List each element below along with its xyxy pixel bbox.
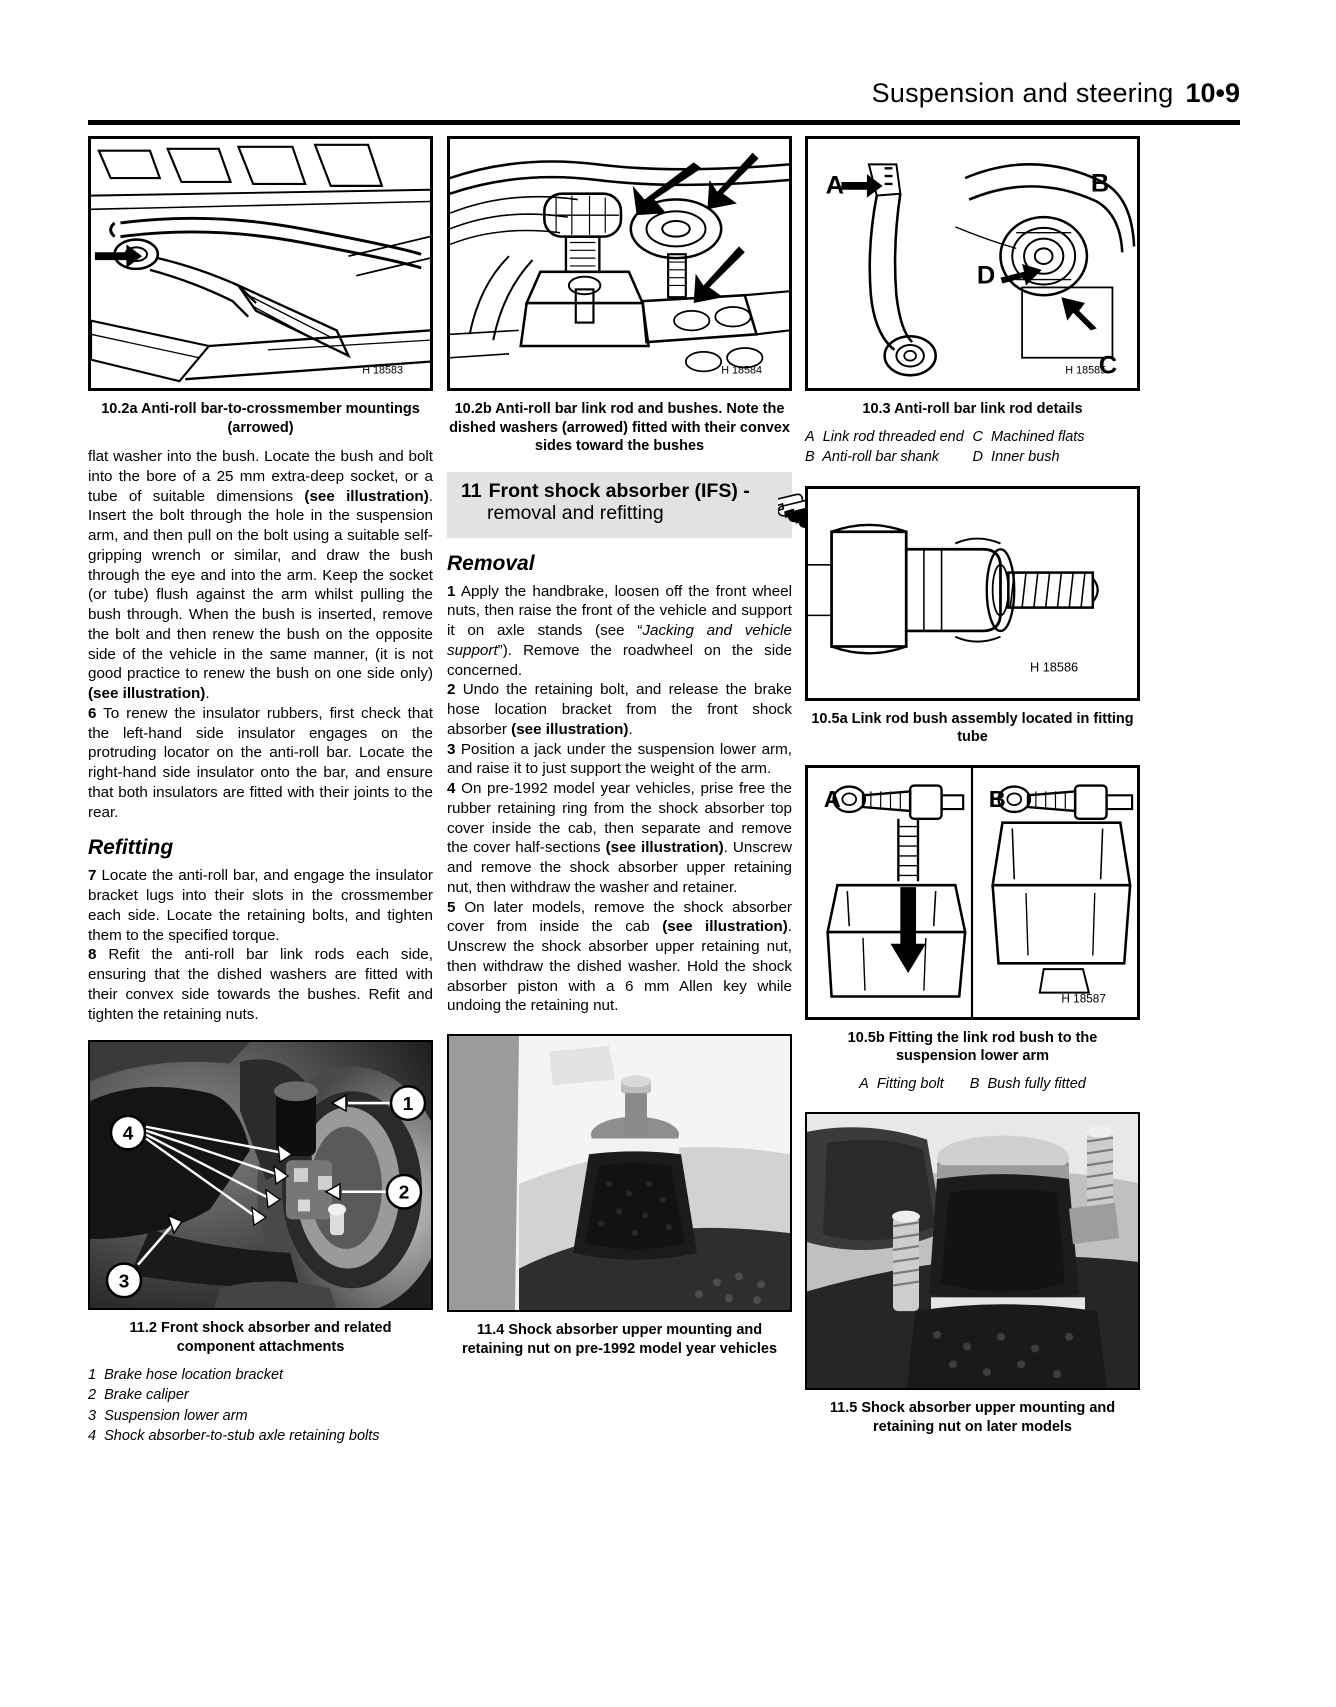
figure-11-4 [447,1034,792,1312]
figure-11-2-artwork [90,1042,431,1308]
figure-10-3 [805,136,1140,391]
figure-ref-code: H 18585 [1065,364,1107,377]
para5-bold-a: (see illustration) [304,487,429,505]
heading-removal: Removal [447,551,535,575]
legend-key: A [859,1075,869,1092]
legend-item [88,1385,433,1406]
figure-11-2-caption: 11.2 Front shock absorber and related component attachments [129,1320,392,1355]
para5-bold: (see illustration) [662,918,788,936]
paragraph-5-continuation [88,447,433,704]
para5-text-b: . Insert the bolt through the hole in the suspension arm, and then pull on the bolt using a suitable self-gripping wrench or similar, and draw the bush through the eye and into the arm. Keep the socket (or tube) flush against the arm whilst pulling the bush through. When the bush is inserted, remove the bolt and then renew the bush on the opposite side of the vehicle in the same manner, (it is not good practice to renew the bush on one side only) [88,487,433,683]
legend-item [805,427,973,448]
legend-item [805,447,973,468]
figure-10-5a [805,486,1140,701]
legend-text: Shock absorber-to-stub axle retaining bolts [104,1428,380,1445]
para5-text-a: flat washer into the bush. Locate the bush and bolt into the bore of a 25 mm extra-deep socket, or a tube of suitable dimensions [88,448,433,505]
column-1 [88,136,433,1447]
figure-ref-code: H 18583 [362,364,404,377]
figure-10-5a-caption: 10.5a Link rod bush assembly located in fitting tube [811,710,1134,746]
callout-3: 3 [118,1270,130,1292]
para8-text: Refit the anti-roll bar link rods each side, ensuring that the dished washers are fitted with their convex side towards the bushes. Refit and tighten the retaining nuts. [88,946,433,1023]
para5-text-a: On later models, remove the shock absorber cover from inside the cab [447,898,792,936]
figure-11-5-artwork [807,1114,1138,1388]
legend-key: C [972,428,983,445]
figure-10-5b [805,765,1140,1020]
para2-number: 2 [447,681,456,699]
figure-11-5-caption: 11.5 Shock absorber upper mounting and retaining nut on later models [829,1400,1116,1436]
para5-number: 5 [447,898,456,916]
figure-ref-code: H 18586 [1029,660,1079,675]
paragraph-2 [447,680,792,739]
page-title: Suspension and steering [871,78,1174,108]
paragraph-3 [447,740,792,780]
section-title-line1 [461,479,750,502]
legend-text: Brake caliper [104,1387,189,1404]
page-number: 10•9 [1185,78,1240,108]
legend-item [88,1365,433,1386]
figure-ref-code: H 18584 [721,364,763,377]
paragraph-6 [88,704,433,823]
heading-refitting: Refitting [88,836,174,860]
legend-col-left [805,427,973,468]
para1-italic: Jacking and vehicle support [447,622,792,659]
para6-number: 6 [88,704,97,722]
figure-10-2b-artwork [450,139,789,388]
para5-bold-b: (see illustration) [88,685,206,703]
para4-text-a: On pre-1992 model year vehicles, prise free the rubber retaining ring from the shock absorber top cover inside the cab, then separate and remove the cover half-sections [447,780,792,857]
figure-11-4-artwork [449,1036,790,1310]
figure-ref-code: H 18587 [1061,992,1106,1006]
paragraph-1 [447,582,792,681]
figure-11-5 [805,1112,1140,1390]
legend-key: 2 [88,1387,97,1404]
figure-11-2 [88,1040,433,1310]
legend-key: 1 [88,1366,97,1383]
para4-text-b: . Unscrew and remove the shock absorber upper retaining nut, then withdraw the washer and retainer. [447,839,793,896]
header-rule [88,120,1240,125]
paragraph-8 [88,945,433,1024]
figure-10-3-caption: 10.3 Anti-roll bar link rod details [862,401,1083,417]
label-b: B [1090,169,1110,198]
figure-10-5a-artwork [808,489,1137,698]
callout-4: 4 [122,1123,134,1144]
figure-10-3-legend [805,427,1140,468]
section-header-11 [447,472,792,538]
legend-item [88,1406,433,1427]
section-title-line2: removal and refitting [487,502,664,525]
callout-2: 2 [398,1182,410,1204]
figure-10-3-artwork [808,139,1137,388]
para1-text-b: ”). Remove the roadwheel on the side concerned. [447,641,792,679]
legend-key: D [972,449,983,466]
para7-number: 7 [88,867,97,885]
para6-text: To renew the insulator rubbers, first check that the left-hand side insulator engages on the protruding locator on the anti-roll bar. Locate the right-hand side insulator onto the bar, and ensure that both insulators are fitted with their joints to the rear. [88,704,433,821]
legend-text: Brake hose location bracket [104,1366,284,1383]
para2-text-a: Undo the retaining bolt, and release the brake hose location bracket from the front shock absorber [447,681,792,738]
figure-10-2a [88,136,433,391]
legend-text: Machined flats [991,428,1085,445]
para8-number: 8 [88,946,97,964]
column-2 [447,136,792,1358]
legend-item [973,427,1141,448]
para3-number: 3 [447,740,456,758]
legend-text: Fitting bolt [876,1075,944,1092]
figure-11-4-caption: 11.4 Shock absorber upper mounting and retaining nut on pre-1992 model year vehicles [461,1322,778,1357]
label-a: A [825,171,845,200]
callout-1: 1 [402,1093,414,1115]
label-b: B [988,785,1006,812]
para5-text-b: . Unscrew the shock absorber upper retaining nut, then withdraw the dished washer. Hold the shock absorber piston with a 6 mm Allen key while undoing the retaining nut. [447,918,792,1015]
legend-key: A [805,428,815,445]
label-a: A [823,785,841,812]
legend-key: B [805,449,815,466]
paragraph-5 [447,898,792,1017]
legend-item [859,1074,944,1095]
para4-number: 4 [447,780,456,798]
legend-item [88,1426,433,1447]
figure-10-5b-legend [805,1074,1140,1095]
figure-11-2-legend [88,1365,433,1447]
para2-bold: (see illustration) [511,720,629,738]
section-title-bold: Front shock absorber (IFS) - [488,479,750,502]
paragraph-7 [88,866,433,945]
legend-item [973,447,1141,468]
legend-text: Anti-roll bar shank [822,449,940,466]
label-c: C [1098,351,1118,380]
figure-10-2a-artwork [91,139,430,388]
para1-text-a: Apply the handbrake, loosen off the front wheel nuts, then raise the front of the vehicle and support it on axle stands (see “ [447,582,793,640]
paragraph-4 [447,779,792,898]
figure-10-5b-artwork [808,768,1137,1017]
legend-text: Inner bush [991,449,1060,466]
legend-key: B [969,1075,980,1092]
para2-text-b: . [628,720,633,738]
column2-body [447,552,792,1017]
para4-bold: (see illustration) [605,839,724,857]
para7-text: Locate the anti-roll bar, and engage the insulator bracket lugs into their slots in the crossmember each side. Locate the retaining bolts, and tighten them to the specified torque. [88,867,433,944]
legend-key: 4 [88,1428,97,1445]
legend-col-right [973,427,1141,468]
column-3 [805,136,1140,1437]
figure-10-2a-caption: 10.2a Anti-roll bar-to-crossmember mountings (arrowed) [101,401,420,436]
para1-number: 1 [447,582,456,600]
label-d: D [976,261,996,290]
para3-text: Position a jack under the suspension lower arm, and raise it to just support the weight of the arm. [447,740,792,778]
legend-text: Link rod threaded end [822,428,964,445]
legend-key: 3 [88,1407,97,1424]
column1-body [88,447,433,1024]
figure-10-5b-caption: 10.5b Fitting the link rod bush to the suspension lower arm [847,1029,1098,1065]
figure-10-2b [447,136,792,391]
page-header [88,78,1240,109]
section-number: 11 [461,479,482,502]
figure-10-2b-caption: 10.2b Anti-roll bar link rod and bushes. Note the dished washers (arrowed) fitted with their convex sides toward the bushes [449,401,790,455]
legend-text: Bush fully fitted [987,1075,1086,1092]
legend-text: Suspension lower arm [104,1407,248,1424]
para5-text-c: . [205,685,210,703]
legend-item [970,1074,1086,1095]
